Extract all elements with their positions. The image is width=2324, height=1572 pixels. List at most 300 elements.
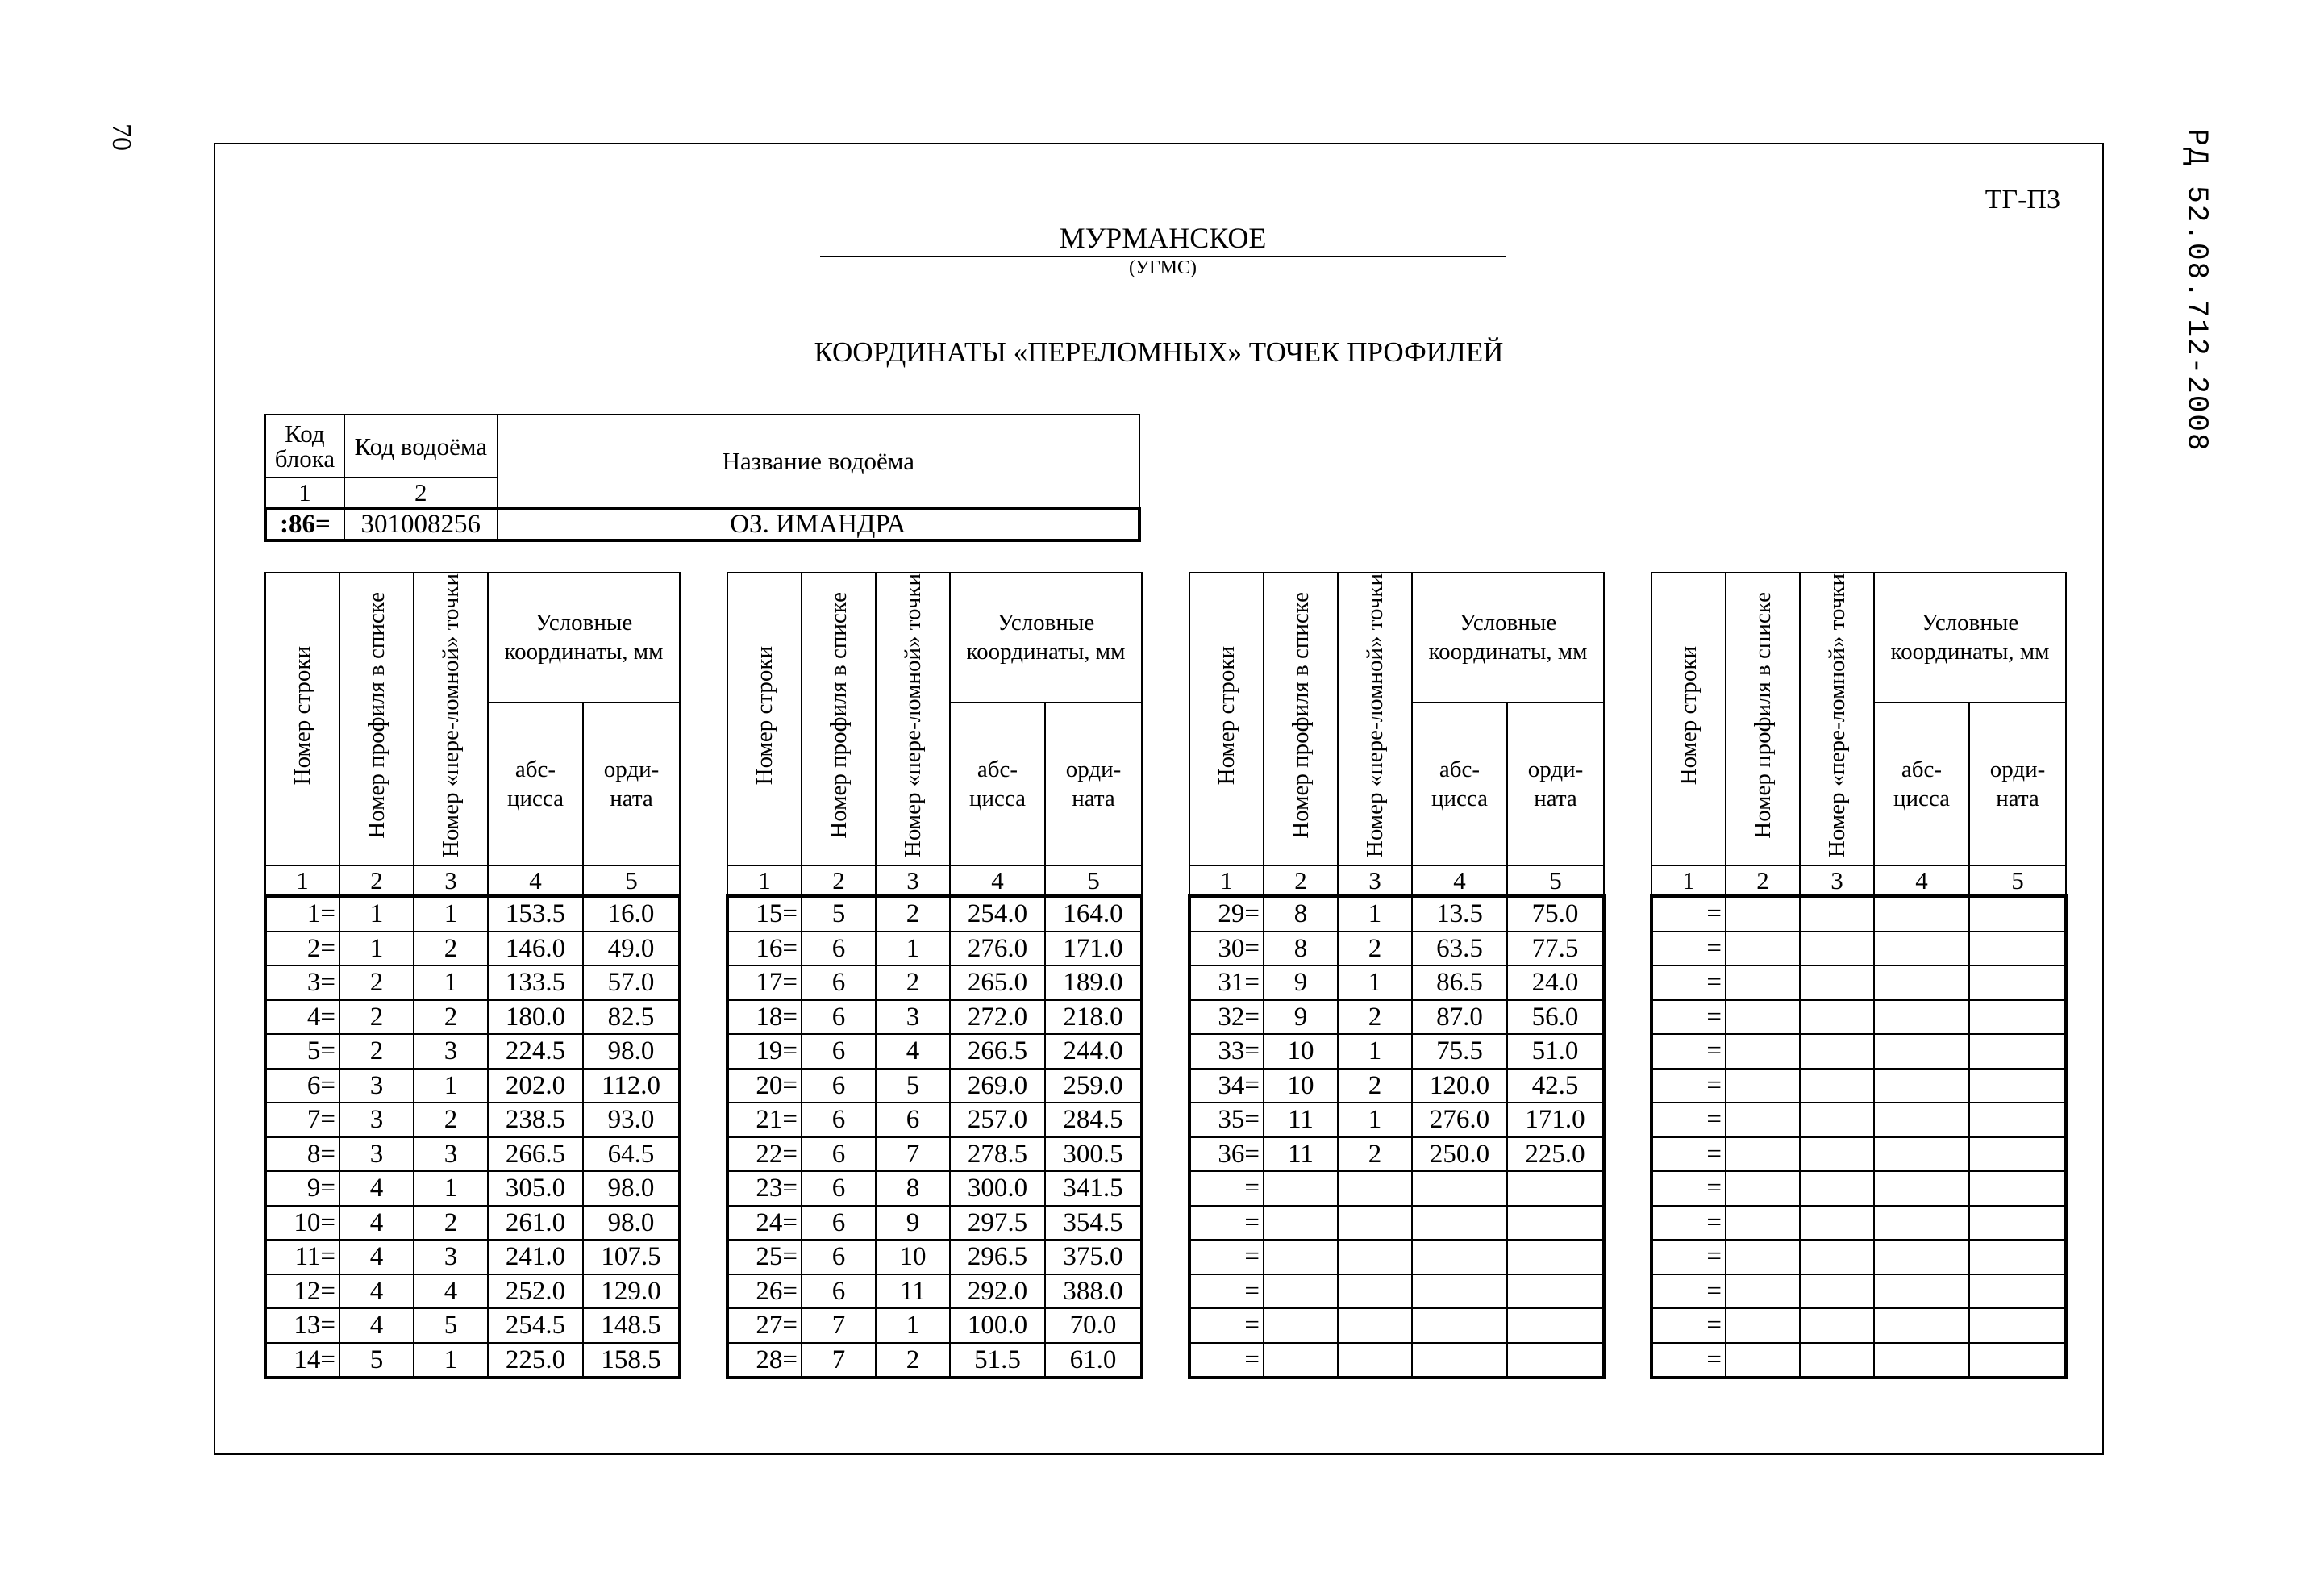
abscissa-cell [1412,1206,1507,1241]
profile-number-cell [1726,1343,1800,1378]
ordinate-cell [1969,1069,2066,1103]
column-number: 2 [1264,865,1338,896]
abscissa-cell [1874,1240,1969,1274]
column-number: 4 [1412,865,1507,896]
column-number: 1 [1651,865,1726,896]
point-number-cell: 3 [414,1240,488,1274]
point-number-cell: 1 [414,896,488,932]
water-name-header: Название водоёма [498,415,1139,508]
point-number-cell: 1 [414,965,488,1000]
ordinate-cell: 64.5 [583,1137,680,1172]
point-number-cell: 10 [876,1240,950,1274]
abscissa-cell [1874,932,1969,966]
abscissa-cell [1412,1274,1507,1309]
ordinate-cell [1507,1206,1604,1241]
header-col-number: 2 [344,477,498,508]
row-number-cell: 36= [1189,1137,1264,1172]
abscissa-cell [1412,1240,1507,1274]
abscissa-cell [1874,1103,1969,1137]
column-number: 3 [1800,865,1874,896]
ordinate-cell: 82.5 [583,1000,680,1035]
ordinate-cell: 42.5 [1507,1069,1604,1103]
table-row [1651,932,2066,966]
abscissa-cell [1412,1308,1507,1343]
table-row [1189,1034,1604,1069]
abscissa-cell: 133.5 [488,965,583,1000]
table-row [1189,1103,1604,1137]
abscissa-cell: 250.0 [1412,1137,1507,1172]
point-number-cell [1800,1000,1874,1035]
ordinate-cell [1507,1240,1604,1274]
ordinate-cell: 284.5 [1045,1103,1142,1137]
water-code-header: Код водоёма [344,415,498,477]
table-row [265,1137,680,1172]
abscissa-cell: 241.0 [488,1240,583,1274]
profile-number-cell [1726,932,1800,966]
ordinate-cell [1507,1274,1604,1309]
point-number-cell: 3 [414,1137,488,1172]
table-row [265,1103,680,1137]
abscissa-cell: 225.0 [488,1343,583,1378]
ordinate-cell: 171.0 [1045,932,1142,966]
profile-number-cell: 6 [802,1000,876,1035]
row-number-cell: 14= [265,1343,339,1378]
row-number-cell: 23= [727,1171,802,1206]
ordinate-header: орди-ната [583,703,680,865]
row-number-header: Номер строки [1651,573,1726,865]
row-number-cell: 4= [265,1000,339,1035]
point-number-cell: 2 [414,1103,488,1137]
table-row [1651,1308,2066,1343]
row-number-cell: = [1651,1103,1726,1137]
row-number-header: Номер строки [1189,573,1264,865]
profile-number-cell: 2 [339,1000,414,1035]
profile-number-cell: 3 [339,1103,414,1137]
column-number: 2 [1726,865,1800,896]
profile-number-cell [1264,1308,1338,1343]
point-number-cell [1800,1343,1874,1378]
point-number-cell: 2 [414,1000,488,1035]
ugms-name: МУРМАНСКОЕ [820,221,1506,257]
abscissa-cell: 153.5 [488,896,583,932]
table-row [1189,1240,1604,1274]
ordinate-cell: 218.0 [1045,1000,1142,1035]
column-number: 3 [876,865,950,896]
point-number-cell: 4 [876,1034,950,1069]
ordinate-cell: 244.0 [1045,1034,1142,1069]
profile-number-cell: 6 [802,932,876,966]
abscissa-cell: 63.5 [1412,932,1507,966]
ordinate-cell [1969,1274,2066,1309]
row-number-cell: 27= [727,1308,802,1343]
point-number-cell: 1 [1338,1034,1412,1069]
profile-number-cell [1726,1206,1800,1241]
column-number: 2 [339,865,414,896]
water-body-header-table [264,414,1141,542]
point-number-cell: 3 [876,1000,950,1035]
abscissa-cell: 266.5 [488,1137,583,1172]
table-row [727,932,1142,966]
profile-number-cell [1726,1308,1800,1343]
row-number-cell: = [1189,1308,1264,1343]
ordinate-cell: 98.0 [583,1206,680,1241]
profile-number-cell [1264,1240,1338,1274]
ugms-label: (УГМС) [1129,257,1197,279]
table-row [265,1206,680,1241]
profile-number-cell [1264,1206,1338,1241]
ordinate-cell: 129.0 [583,1274,680,1309]
profile-number-cell [1726,1274,1800,1309]
point-number-cell: 1 [414,1343,488,1378]
profile-number-cell: 1 [339,932,414,966]
abscissa-cell: 278.5 [950,1137,1045,1172]
table-row [1651,1240,2066,1274]
row-number-cell: = [1651,1000,1726,1035]
row-number-cell: 2= [265,932,339,966]
abscissa-cell [1874,1274,1969,1309]
ordinate-cell: 259.0 [1045,1069,1142,1103]
table-row [1651,965,2066,1000]
row-number-cell: 5= [265,1034,339,1069]
point-number-cell: 11 [876,1274,950,1309]
row-number-cell: = [1189,1171,1264,1206]
row-number-cell: 9= [265,1171,339,1206]
row-number-cell: 30= [1189,932,1264,966]
profile-number-header: Номер профиля в списке [1264,573,1338,865]
point-number-cell [1800,1137,1874,1172]
column-number: 4 [1874,865,1969,896]
column-number: 3 [414,865,488,896]
abscissa-cell: 202.0 [488,1069,583,1103]
ordinate-cell: 56.0 [1507,1000,1604,1035]
row-number-cell: 12= [265,1274,339,1309]
document-code: РД 52.08.712-2008 [2180,128,2214,452]
abscissa-cell: 238.5 [488,1103,583,1137]
row-number-cell: 10= [265,1206,339,1241]
ordinate-cell: 98.0 [583,1171,680,1206]
table-row [1651,1103,2066,1137]
profile-number-cell [1726,1240,1800,1274]
profile-number-cell: 6 [802,1103,876,1137]
ordinate-cell: 341.5 [1045,1171,1142,1206]
row-number-cell: 34= [1189,1069,1264,1103]
profile-number-cell: 11 [1264,1103,1338,1137]
point-number-cell: 1 [1338,1103,1412,1137]
ordinate-cell: 300.5 [1045,1137,1142,1172]
point-number-cell: 2 [414,1206,488,1241]
table-row [1651,1206,2066,1241]
row-number-cell: 28= [727,1343,802,1378]
column-number: 1 [727,865,802,896]
ordinate-cell [1969,1308,2066,1343]
point-number-cell [1800,1069,1874,1103]
ordinate-cell [1969,1103,2066,1137]
table-row [265,965,680,1000]
table-row [1189,1274,1604,1309]
coordinates-header: Условные координаты, мм [950,573,1142,703]
table-row [1189,896,1604,932]
profile-number-cell: 9 [1264,1000,1338,1035]
profile-number-cell: 11 [1264,1137,1338,1172]
profile-number-cell: 8 [1264,932,1338,966]
point-number-cell: 2 [876,965,950,1000]
ordinate-cell: 70.0 [1045,1308,1142,1343]
ordinate-cell: 24.0 [1507,965,1604,1000]
ordinate-cell: 189.0 [1045,965,1142,1000]
column-number: 4 [950,865,1045,896]
coordinates-table-4 [1650,572,2068,1379]
profile-number-cell [1726,1137,1800,1172]
coordinates-table-2 [726,572,1143,1379]
profile-number-cell: 9 [1264,965,1338,1000]
abscissa-cell [1874,1034,1969,1069]
abscissa-cell: 146.0 [488,932,583,966]
table-row [265,1308,680,1343]
table-row [727,896,1142,932]
table-row [1189,965,1604,1000]
row-number-cell: = [1651,1240,1726,1274]
profile-number-cell [1726,896,1800,932]
ordinate-cell: 354.5 [1045,1206,1142,1241]
ordinate-cell: 61.0 [1045,1343,1142,1378]
row-number-cell: 17= [727,965,802,1000]
table-row [727,1240,1142,1274]
coordinates-table-3 [1188,572,1606,1379]
ordinate-header: орди-ната [1045,703,1142,865]
profile-number-cell: 4 [339,1206,414,1241]
abscissa-cell: 51.5 [950,1343,1045,1378]
profile-number-cell: 5 [339,1343,414,1378]
table-row [1651,1069,2066,1103]
row-number-cell: 29= [1189,896,1264,932]
form-code: ТГ-П3 [1985,185,2060,215]
ordinate-cell: 77.5 [1507,932,1604,966]
point-number-cell [1338,1206,1412,1241]
point-number-cell: 7 [876,1137,950,1172]
row-number-cell: 1= [265,896,339,932]
ordinate-cell: 164.0 [1045,896,1142,932]
abscissa-cell: 120.0 [1412,1069,1507,1103]
profile-number-cell [1726,1171,1800,1206]
water-name-value: ОЗ. ИМАНДРА [498,508,1139,540]
abscissa-cell: 265.0 [950,965,1045,1000]
table-row [727,965,1142,1000]
table-row [265,1240,680,1274]
table-row [1651,1171,2066,1206]
point-number-cell [1800,932,1874,966]
profile-number-cell: 4 [339,1274,414,1309]
row-number-cell: 16= [727,932,802,966]
row-number-cell: 7= [265,1103,339,1137]
point-number-cell: 1 [876,932,950,966]
ordinate-cell: 375.0 [1045,1240,1142,1274]
table-row [1189,1308,1604,1343]
profile-number-header: Номер профиля в списке [802,573,876,865]
table-row [1189,1000,1604,1035]
point-number-cell: 9 [876,1206,950,1241]
abscissa-cell: 269.0 [950,1069,1045,1103]
abscissa-cell [1412,1171,1507,1206]
ordinate-cell [1969,1240,2066,1274]
point-number-cell [1338,1343,1412,1378]
ordinate-header: орди-ната [1969,703,2066,865]
ordinate-cell [1969,1000,2066,1035]
table-row [1189,1069,1604,1103]
abscissa-cell: 254.0 [950,896,1045,932]
table-row [1651,1137,2066,1172]
abscissa-cell: 276.0 [1412,1103,1507,1137]
row-number-header: Номер строки [727,573,802,865]
row-number-cell: 31= [1189,965,1264,1000]
point-number-cell: 4 [414,1274,488,1309]
point-number-cell: 2 [1338,1000,1412,1035]
point-number-cell: 1 [414,1171,488,1206]
profile-number-cell: 1 [339,896,414,932]
table-row [265,1000,680,1035]
profile-number-cell: 6 [802,1206,876,1241]
point-number-cell: 8 [876,1171,950,1206]
row-number-cell: = [1651,1171,1726,1206]
document-title: КООРДИНАТЫ «ПЕРЕЛОМНЫХ» ТОЧЕК ПРОФИЛЕЙ [814,336,1504,368]
column-number: 5 [1045,865,1142,896]
table-row [727,1206,1142,1241]
point-number-cell [1338,1308,1412,1343]
profile-number-cell: 10 [1264,1034,1338,1069]
column-number: 5 [1507,865,1604,896]
ordinate-cell: 51.0 [1507,1034,1604,1069]
ordinate-header: орди-ната [1507,703,1604,865]
profile-number-cell: 6 [802,1240,876,1274]
column-number: 4 [488,865,583,896]
ordinate-cell [1507,1343,1604,1378]
row-number-cell: 15= [727,896,802,932]
profile-number-cell: 6 [802,965,876,1000]
table-row [265,1034,680,1069]
abscissa-cell: 261.0 [488,1206,583,1241]
row-number-cell: 11= [265,1240,339,1274]
column-number: 5 [583,865,680,896]
point-number-cell: 2 [414,932,488,966]
point-number-cell: 2 [1338,1069,1412,1103]
ordinate-cell: 171.0 [1507,1103,1604,1137]
ordinate-cell [1969,1171,2066,1206]
coordinates-header: Условные координаты, мм [488,573,680,703]
ordinate-cell: 148.5 [583,1308,680,1343]
abscissa-cell: 13.5 [1412,896,1507,932]
profile-number-cell [1726,1069,1800,1103]
profile-number-cell [1726,1000,1800,1035]
profile-number-cell: 4 [339,1308,414,1343]
row-number-cell: = [1651,896,1726,932]
profile-number-cell: 3 [339,1137,414,1172]
row-number-cell: = [1651,1274,1726,1309]
abscissa-cell [1874,1308,1969,1343]
ordinate-cell [1969,1343,2066,1378]
row-number-cell: 24= [727,1206,802,1241]
abscissa-cell [1874,1137,1969,1172]
point-number-cell [1800,1240,1874,1274]
abscissa-cell: 297.5 [950,1206,1045,1241]
point-number-cell: 6 [876,1103,950,1137]
abscissa-cell: 224.5 [488,1034,583,1069]
block-code-header: Код блока [265,415,344,477]
row-number-cell: = [1651,1137,1726,1172]
abscissa-cell [1874,1343,1969,1378]
column-number: 2 [802,865,876,896]
abscissa-cell: 305.0 [488,1171,583,1206]
point-number-cell: 1 [876,1308,950,1343]
row-number-cell: = [1189,1206,1264,1241]
abscissa-cell [1874,1171,1969,1206]
point-number-cell [1338,1240,1412,1274]
point-number-cell [1800,1034,1874,1069]
row-number-cell: 8= [265,1137,339,1172]
coordinates-header: Условные координаты, мм [1412,573,1604,703]
row-number-cell: = [1189,1274,1264,1309]
point-number-header: Номер «пере-ломной» точки [414,573,488,865]
table-row [1651,1000,2066,1035]
abscissa-cell: 266.5 [950,1034,1045,1069]
row-number-cell: = [1189,1343,1264,1378]
table-row [1189,1206,1604,1241]
point-number-cell: 2 [1338,1137,1412,1172]
row-number-cell: 25= [727,1240,802,1274]
point-number-cell [1800,1206,1874,1241]
abscissa-cell: 252.0 [488,1274,583,1309]
row-number-cell: 6= [265,1069,339,1103]
abscissa-header: абс-цисса [488,703,583,865]
coordinates-table-1 [264,572,681,1379]
row-number-cell: = [1651,1069,1726,1103]
table-row [1189,1343,1604,1378]
point-number-header: Номер «пере-ломной» точки [876,573,950,865]
profile-number-cell: 6 [802,1069,876,1103]
profile-number-cell: 7 [802,1308,876,1343]
row-number-cell: 35= [1189,1103,1264,1137]
row-number-cell: 21= [727,1103,802,1137]
table-row [265,1171,680,1206]
row-number-cell: 18= [727,1000,802,1035]
profile-number-cell: 2 [339,1034,414,1069]
ordinate-cell [1969,1034,2066,1069]
profile-number-cell: 6 [802,1034,876,1069]
abscissa-header: абс-цисса [1412,703,1507,865]
row-number-cell: 13= [265,1308,339,1343]
abscissa-cell: 75.5 [1412,1034,1507,1069]
row-number-cell: 3= [265,965,339,1000]
table-row [1651,896,2066,932]
ordinate-cell [1969,965,2066,1000]
table-row [265,896,680,932]
table-row [1189,932,1604,966]
row-number-cell: 26= [727,1274,802,1309]
profile-number-cell [1726,1103,1800,1137]
profile-number-cell [1264,1171,1338,1206]
ordinate-cell: 49.0 [583,932,680,966]
table-row [727,1137,1142,1172]
abscissa-cell: 276.0 [950,932,1045,966]
ordinate-cell: 75.0 [1507,896,1604,932]
table-row [727,1034,1142,1069]
abscissa-cell: 100.0 [950,1308,1045,1343]
column-number: 1 [265,865,339,896]
block-code-value: :86= [265,508,344,540]
point-number-cell [1338,1171,1412,1206]
ordinate-cell: 57.0 [583,965,680,1000]
profile-number-cell: 7 [802,1343,876,1378]
profile-number-cell: 6 [802,1274,876,1309]
point-number-cell: 5 [876,1069,950,1103]
